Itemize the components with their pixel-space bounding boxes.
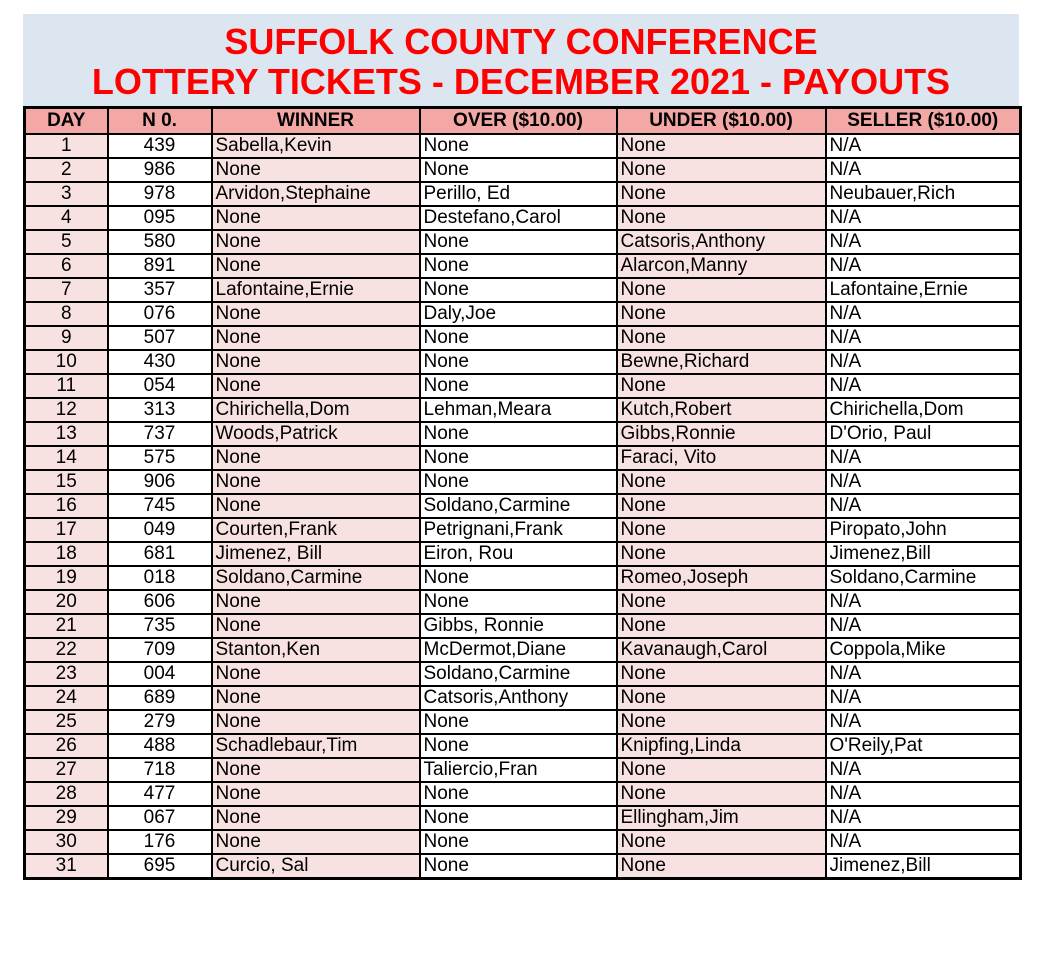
cell-seller: N/A — [826, 302, 1021, 326]
cell-over: Soldano,Carmine — [420, 662, 617, 686]
cell-over: Petrignani,Frank — [420, 518, 617, 542]
table-row — [25, 374, 1021, 398]
cell-day: 26 — [25, 734, 108, 758]
cell-number: 430 — [108, 350, 212, 374]
cell-under: None — [617, 302, 826, 326]
cell-winner: Courten,Frank — [212, 518, 420, 542]
table-row — [25, 782, 1021, 806]
cell-winner: Sabella,Kevin — [212, 134, 420, 158]
cell-number: 978 — [108, 182, 212, 206]
cell-winner: None — [212, 806, 420, 830]
cell-over: Perillo, Ed — [420, 182, 617, 206]
cell-day: 7 — [25, 278, 108, 302]
cell-over: None — [420, 782, 617, 806]
cell-under: None — [617, 614, 826, 638]
cell-over: None — [420, 446, 617, 470]
cell-number: 507 — [108, 326, 212, 350]
cell-seller: N/A — [826, 350, 1021, 374]
table-row — [25, 206, 1021, 230]
cell-under: Bewne,Richard — [617, 350, 826, 374]
table-row — [25, 758, 1021, 782]
cell-under: Kutch,Robert — [617, 398, 826, 422]
cell-number: 575 — [108, 446, 212, 470]
cell-over: None — [420, 710, 617, 734]
cell-day: 10 — [25, 350, 108, 374]
cell-winner: Arvidon,Stephaine — [212, 182, 420, 206]
cell-seller: N/A — [826, 830, 1021, 854]
cell-over: None — [420, 230, 617, 254]
cell-under: Romeo,Joseph — [617, 566, 826, 590]
cell-over: None — [420, 422, 617, 446]
cell-number: 357 — [108, 278, 212, 302]
cell-over: Destefano,Carol — [420, 206, 617, 230]
cell-over: Catsoris,Anthony — [420, 686, 617, 710]
cell-day: 2 — [25, 158, 108, 182]
table-row — [25, 686, 1021, 710]
cell-winner: None — [212, 662, 420, 686]
cell-number: 737 — [108, 422, 212, 446]
cell-under: Ellingham,Jim — [617, 806, 826, 830]
cell-day: 1 — [25, 134, 108, 158]
cell-number: 580 — [108, 230, 212, 254]
cell-seller: N/A — [826, 470, 1021, 494]
table-row — [25, 638, 1021, 662]
cell-over: Soldano,Carmine — [420, 494, 617, 518]
cell-number: 067 — [108, 806, 212, 830]
cell-seller: N/A — [826, 806, 1021, 830]
table-row — [25, 854, 1021, 879]
cell-seller: Jimenez,Bill — [826, 854, 1021, 879]
table-row — [25, 230, 1021, 254]
cell-under: None — [617, 326, 826, 350]
cell-seller: N/A — [826, 662, 1021, 686]
cell-winner: Jimenez, Bill — [212, 542, 420, 566]
table-row — [25, 494, 1021, 518]
cell-seller: N/A — [826, 158, 1021, 182]
cell-day: 8 — [25, 302, 108, 326]
cell-under: None — [617, 278, 826, 302]
table-row — [25, 254, 1021, 278]
cell-day: 3 — [25, 182, 108, 206]
cell-number: 735 — [108, 614, 212, 638]
cell-seller: N/A — [826, 374, 1021, 398]
table-row — [25, 830, 1021, 854]
cell-day: 31 — [25, 854, 108, 879]
cell-number: 095 — [108, 206, 212, 230]
table-row — [25, 398, 1021, 422]
cell-over: Lehman,Meara — [420, 398, 617, 422]
cell-winner: None — [212, 758, 420, 782]
table-row — [25, 734, 1021, 758]
lottery-sheet — [23, 14, 1019, 880]
cell-winner: Schadlebaur,Tim — [212, 734, 420, 758]
cell-day: 17 — [25, 518, 108, 542]
cell-day: 30 — [25, 830, 108, 854]
title-line-1: SUFFOLK COUNTY CONFERENCE — [224, 21, 818, 62]
table-row — [25, 518, 1021, 542]
cell-day: 21 — [25, 614, 108, 638]
cell-day: 19 — [25, 566, 108, 590]
cell-winner: None — [212, 686, 420, 710]
cell-under: None — [617, 158, 826, 182]
table-row — [25, 470, 1021, 494]
cell-day: 9 — [25, 326, 108, 350]
table-row — [25, 134, 1021, 158]
cell-seller: O'Reily,Pat — [826, 734, 1021, 758]
cell-over: Gibbs, Ronnie — [420, 614, 617, 638]
cell-over: None — [420, 854, 617, 879]
cell-under: None — [617, 686, 826, 710]
cell-over: None — [420, 374, 617, 398]
cell-seller: D'Orio, Paul — [826, 422, 1021, 446]
cell-seller: N/A — [826, 686, 1021, 710]
cell-under: None — [617, 854, 826, 879]
cell-day: 4 — [25, 206, 108, 230]
cell-day: 13 — [25, 422, 108, 446]
cell-under: None — [617, 710, 826, 734]
cell-over: None — [420, 254, 617, 278]
cell-winner: Curcio, Sal — [212, 854, 420, 879]
cell-under: None — [617, 182, 826, 206]
header-row — [25, 108, 1021, 135]
cell-winner: None — [212, 710, 420, 734]
cell-under: None — [617, 758, 826, 782]
cell-winner: None — [212, 494, 420, 518]
cell-day: 25 — [25, 710, 108, 734]
cell-number: 891 — [108, 254, 212, 278]
cell-winner: None — [212, 614, 420, 638]
column-header-seller: SELLER ($10.00) — [826, 108, 1021, 135]
cell-over: Eiron, Rou — [420, 542, 617, 566]
cell-under: Knipfing,Linda — [617, 734, 826, 758]
cell-day: 22 — [25, 638, 108, 662]
table-row — [25, 566, 1021, 590]
cell-winner: None — [212, 470, 420, 494]
table-row — [25, 710, 1021, 734]
cell-seller: N/A — [826, 230, 1021, 254]
cell-number: 279 — [108, 710, 212, 734]
cell-seller: Neubauer,Rich — [826, 182, 1021, 206]
cell-under: None — [617, 590, 826, 614]
payouts-table — [23, 106, 1022, 880]
table-row — [25, 182, 1021, 206]
cell-under: Faraci, Vito — [617, 446, 826, 470]
cell-number: 709 — [108, 638, 212, 662]
cell-day: 29 — [25, 806, 108, 830]
table-row — [25, 806, 1021, 830]
cell-over: None — [420, 590, 617, 614]
table-row — [25, 350, 1021, 374]
cell-number: 176 — [108, 830, 212, 854]
cell-under: Gibbs,Ronnie — [617, 422, 826, 446]
cell-seller: Piropato,John — [826, 518, 1021, 542]
cell-under: Alarcon,Manny — [617, 254, 826, 278]
cell-day: 6 — [25, 254, 108, 278]
cell-number: 049 — [108, 518, 212, 542]
cell-number: 313 — [108, 398, 212, 422]
cell-seller: N/A — [826, 614, 1021, 638]
cell-number: 018 — [108, 566, 212, 590]
table-row — [25, 446, 1021, 470]
table-row — [25, 278, 1021, 302]
cell-under: None — [617, 542, 826, 566]
cell-under: None — [617, 494, 826, 518]
cell-winner: None — [212, 254, 420, 278]
cell-number: 606 — [108, 590, 212, 614]
cell-winner: None — [212, 206, 420, 230]
cell-seller: N/A — [826, 710, 1021, 734]
cell-seller: N/A — [826, 326, 1021, 350]
cell-over: None — [420, 278, 617, 302]
cell-seller: Coppola,Mike — [826, 638, 1021, 662]
cell-winner: None — [212, 782, 420, 806]
table-row — [25, 326, 1021, 350]
cell-day: 15 — [25, 470, 108, 494]
cell-under: Kavanaugh,Carol — [617, 638, 826, 662]
cell-day: 14 — [25, 446, 108, 470]
cell-over: None — [420, 470, 617, 494]
column-header-winner: WINNER — [212, 108, 420, 135]
cell-winner: None — [212, 830, 420, 854]
cell-number: 439 — [108, 134, 212, 158]
cell-seller: Soldano,Carmine — [826, 566, 1021, 590]
cell-number: 054 — [108, 374, 212, 398]
cell-seller: N/A — [826, 206, 1021, 230]
cell-over: Daly,Joe — [420, 302, 617, 326]
table-row — [25, 662, 1021, 686]
table-row — [25, 158, 1021, 182]
table-row — [25, 302, 1021, 326]
cell-day: 16 — [25, 494, 108, 518]
cell-under: None — [617, 518, 826, 542]
cell-number: 906 — [108, 470, 212, 494]
cell-day: 5 — [25, 230, 108, 254]
cell-day: 12 — [25, 398, 108, 422]
cell-day: 24 — [25, 686, 108, 710]
cell-over: McDermot,Diane — [420, 638, 617, 662]
table-row — [25, 422, 1021, 446]
cell-under: None — [617, 134, 826, 158]
cell-winner: None — [212, 446, 420, 470]
cell-winner: Stanton,Ken — [212, 638, 420, 662]
cell-winner: Chirichella,Dom — [212, 398, 420, 422]
table-row — [25, 542, 1021, 566]
cell-seller: N/A — [826, 446, 1021, 470]
cell-seller: Jimenez,Bill — [826, 542, 1021, 566]
cell-over: None — [420, 734, 617, 758]
cell-over: None — [420, 158, 617, 182]
title-line-2: LOTTERY TICKETS - DECEMBER 2021 - PAYOUTS — [91, 61, 951, 102]
cell-number: 477 — [108, 782, 212, 806]
table-row — [25, 590, 1021, 614]
cell-seller: N/A — [826, 134, 1021, 158]
cell-winner: None — [212, 350, 420, 374]
cell-over: None — [420, 350, 617, 374]
cell-under: Catsoris,Anthony — [617, 230, 826, 254]
cell-over: None — [420, 806, 617, 830]
cell-winner: Lafontaine,Ernie — [212, 278, 420, 302]
cell-day: 23 — [25, 662, 108, 686]
cell-number: 488 — [108, 734, 212, 758]
cell-under: None — [617, 830, 826, 854]
cell-winner: Woods,Patrick — [212, 422, 420, 446]
cell-seller: N/A — [826, 254, 1021, 278]
cell-day: 27 — [25, 758, 108, 782]
cell-number: 681 — [108, 542, 212, 566]
cell-day: 18 — [25, 542, 108, 566]
cell-winner: None — [212, 374, 420, 398]
table-row — [25, 614, 1021, 638]
cell-day: 28 — [25, 782, 108, 806]
cell-seller: N/A — [826, 782, 1021, 806]
cell-number: 695 — [108, 854, 212, 879]
cell-number: 689 — [108, 686, 212, 710]
column-header-under: UNDER ($10.00) — [617, 108, 826, 135]
cell-number: 718 — [108, 758, 212, 782]
cell-winner: None — [212, 590, 420, 614]
cell-winner: None — [212, 230, 420, 254]
column-header-over: OVER ($10.00) — [420, 108, 617, 135]
cell-seller: Chirichella,Dom — [826, 398, 1021, 422]
cell-day: 20 — [25, 590, 108, 614]
cell-under: None — [617, 662, 826, 686]
cell-under: None — [617, 782, 826, 806]
title-banner — [23, 14, 1019, 106]
cell-under: None — [617, 374, 826, 398]
table-body — [25, 134, 1021, 879]
cell-over: None — [420, 326, 617, 350]
cell-number: 745 — [108, 494, 212, 518]
cell-seller: N/A — [826, 494, 1021, 518]
cell-winner: None — [212, 302, 420, 326]
cell-winner: Soldano,Carmine — [212, 566, 420, 590]
cell-winner: None — [212, 158, 420, 182]
cell-seller: N/A — [826, 590, 1021, 614]
cell-seller: N/A — [826, 758, 1021, 782]
cell-winner: None — [212, 326, 420, 350]
cell-number: 986 — [108, 158, 212, 182]
cell-number: 004 — [108, 662, 212, 686]
cell-over: None — [420, 830, 617, 854]
cell-seller: Lafontaine,Ernie — [826, 278, 1021, 302]
column-header-day: DAY — [25, 108, 108, 135]
cell-under: None — [617, 470, 826, 494]
cell-day: 11 — [25, 374, 108, 398]
cell-over: None — [420, 566, 617, 590]
cell-over: None — [420, 134, 617, 158]
cell-under: None — [617, 206, 826, 230]
column-header-number: N 0. — [108, 108, 212, 135]
cell-number: 076 — [108, 302, 212, 326]
cell-over: Taliercio,Fran — [420, 758, 617, 782]
